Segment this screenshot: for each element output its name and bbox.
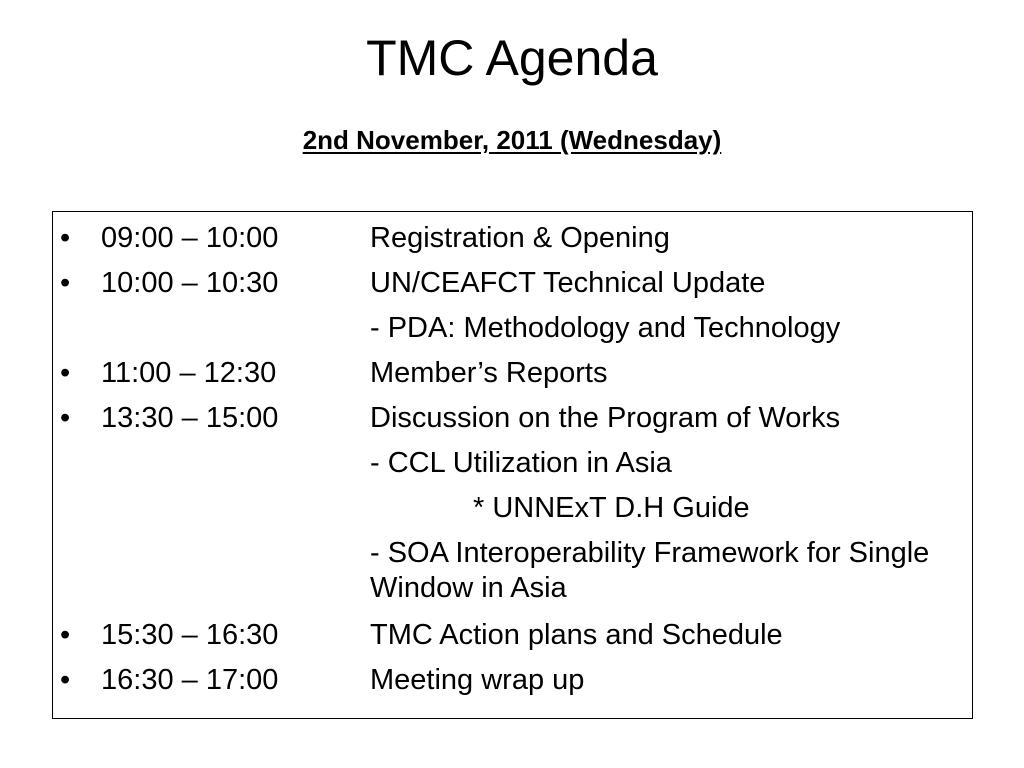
agenda-item-title: Registration & Opening bbox=[370, 222, 670, 254]
bullet-icon: • bbox=[60, 619, 71, 651]
slide-subtitle-date: 2nd November, 2011 (Wednesday) bbox=[302, 125, 722, 155]
agenda-item-title: TMC Action plans and Schedule bbox=[370, 619, 783, 651]
bullet-icon: • bbox=[60, 664, 71, 696]
agenda-subsubitem-text: * UNNExT D.H Guide bbox=[473, 492, 750, 524]
agenda-box bbox=[52, 211, 973, 719]
agenda-item-title: Discussion on the Program of Works bbox=[370, 402, 841, 434]
agenda-subitem-text: - CCL Utilization in Asia bbox=[370, 447, 672, 479]
bullet-icon: • bbox=[60, 267, 71, 299]
agenda-item-time: 09:00 – 10:00 bbox=[101, 222, 279, 254]
bullet-icon: • bbox=[60, 222, 71, 254]
bullet-icon: • bbox=[60, 357, 71, 389]
agenda-item-title: Member’s Reports bbox=[370, 357, 608, 389]
agenda-item-time: 16:30 – 17:00 bbox=[101, 664, 279, 696]
agenda-subitem-text: - SOA Interoperability Framework for Single Window in Asia bbox=[370, 537, 930, 604]
agenda-item-time: 10:00 – 10:30 bbox=[101, 267, 279, 299]
agenda-item-title: Meeting wrap up bbox=[370, 664, 585, 696]
bullet-icon: • bbox=[60, 402, 71, 434]
agenda-item-title: UN/CEAFCT Technical Update bbox=[370, 267, 766, 299]
agenda-item-time: 15:30 – 16:30 bbox=[101, 619, 279, 651]
agenda-item-time: 13:30 – 15:00 bbox=[101, 402, 279, 434]
slide-title: TMC Agenda bbox=[366, 30, 658, 86]
agenda-item-time: 11:00 – 12:30 bbox=[101, 357, 277, 389]
agenda-subitem-text: - PDA: Methodology and Technology bbox=[370, 312, 841, 344]
